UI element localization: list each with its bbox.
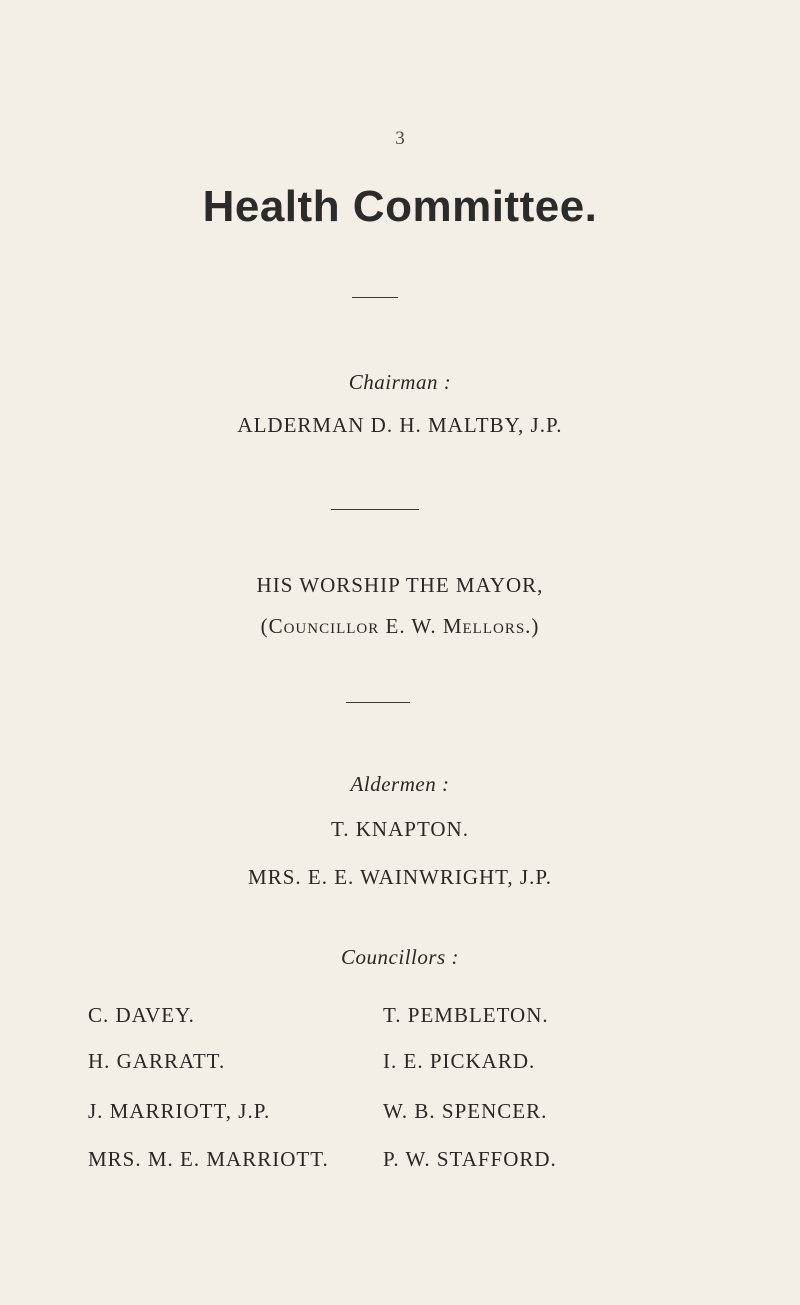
councillor-name: P. W. STAFFORD. [383,1147,557,1171]
councillor-name: MRS. M. E. MARRIOTT. [88,1147,329,1171]
councillor-name: W. B. SPENCER. [383,1099,548,1123]
councillor-name: I. E. PICKARD. [383,1049,536,1073]
councillors-label: Councillors : [341,945,459,969]
councillor-name: H. GARRATT. [88,1049,226,1073]
chairman-label: Chairman : [348,370,452,394]
page-title: Health Committee. [202,182,598,231]
mayor-title: HIS WORSHIP THE MAYOR, [256,573,544,597]
chairman-name: ALDERMAN D. H. MALTBY, J.P. [237,413,563,437]
aldermen-label: Aldermen : [350,772,450,796]
alderman-name: T. KNAPTON. [331,817,469,841]
alderman-name: MRS. E. E. WAINWRIGHT, J.P. [248,865,552,889]
mayor-name: (Councillor E. W. Mellors.) [260,614,540,638]
councillor-name: T. PEMBLETON. [383,1003,549,1027]
divider-medium [331,509,419,510]
councillor-name: C. DAVEY. [88,1003,195,1027]
divider-medium-2 [346,702,410,703]
councillor-name: J. MARRIOTT, J.P. [88,1099,271,1123]
page-number: 3 [395,128,405,149]
divider-short [352,297,398,298]
